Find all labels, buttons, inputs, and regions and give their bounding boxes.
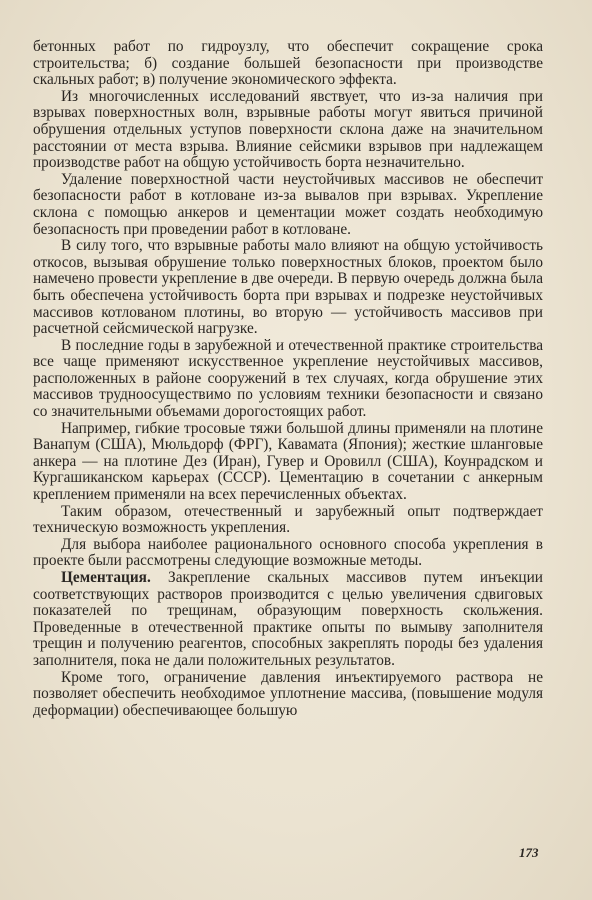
body-text [33,39,543,719]
paragraph-3: Удаление поверхностной части неустойчивых массивов не обеспечит безопасности работ в котловане из-за вывалов при взрывах. Укрепление склона с помощью анкеров и цементации может создать необходимую безопасность при проведении работ в котловане. [33,170,543,238]
paragraph-6: Например, гибкие тросовые тяжи большой длины применяли на плотине Ванапум (США), Мюльдорф (ФРГ), Кавамата (Япония); жесткие шланговые анкера — на плотине Дез (Иран), Гувер и Оровилл (США), Коунрадском и Кургашиканском карьерах (СССР). Цементацию в сочетании с анкерным креплением применяли на всех перечисленных объектах. [33,419,543,504]
paragraph-4: В силу того, что взрывные работы мало влияют на общую устойчивость откосов, вызывая обрушение только поверхностных блоков, проектом было намечено провести укрепление в две очереди. В первую очередь должна была быть обеспечена устойчивость борта при взрывах и подрезке неустойчивых массивов котлованом плотины, во вторую — устойчивость массивов при расчетной сейсмической нагрузке. [33,237,543,338]
paragraph-9 [33,570,543,670]
paragraph-10: Кроме того, ограничение давления инъектируемого раствора не позволяет обеспечить необходимое уплотнение массива, (повышение модуля деформации) обеспечивающее большую [33,668,543,719]
paragraph-9-text: Закрепление скальных массивов путем инъекции соответствующих растворов производится с целью увеличения сдвиговых показателей по трещинам, образующим поверхность скольжения. Проведенные в отечественной практике опыты по вымыву заполнителя трещин и получению реагентов, способных закреплять породы без удаления заполнителя, пока не дали положительных результатов. [33,569,543,669]
paragraph-8: Для выбора наиболее рационального основного способа укрепления в проекте были рассмотрены следующие возможные методы. [33,535,543,570]
paragraph-5: В последние годы в зарубежной и отечественной практике строительства все чаще применяют искусственное укрепление неустойчивых массивов, расположенных в районе сооружений в тех случаях, когда обрушение этих массивов трудноосуществимо по условиям техники безопасности и связано со значительными объемами дорогостоящих работ. [33,336,543,421]
page-number: 173 [519,845,539,860]
paragraph-1: бетонных работ по гидроузлу, что обеспечит сокращение срока строительства; б) создание большей безопасности при производстве скальных работ; в) получение экономического эффекта. [33,38,543,89]
paragraph-7: Таким образом, отечественный и зарубежный опыт подтверждает техническую возможность укрепления. [33,502,543,537]
section-heading-cementation: Цементация. [61,569,151,586]
paragraph-2: Из многочисленных исследований явствует, что из-за наличия при взрывах поверхностных волн, взрывные работы могут явиться причиной обрушения отдельных уступов поверхности склона даже на значительном расстоянии от места взрыва. Влияние сейсмики взрывов при надлежащем производстве работ на общую устойчивость борта незначительно. [33,87,543,172]
